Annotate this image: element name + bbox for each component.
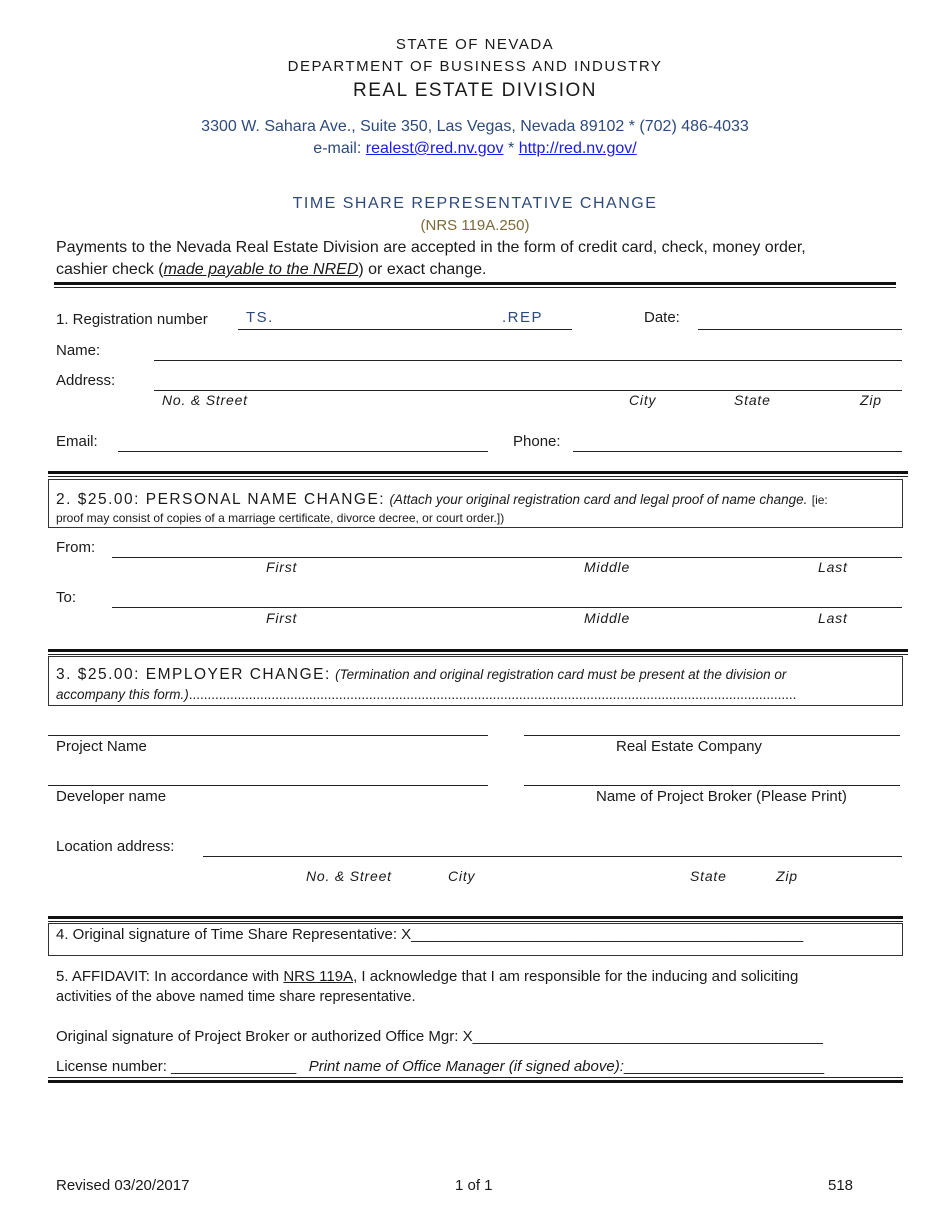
broker-signature-label: Original signature of Project Broker or authorized Office Mgr: X: [56, 1028, 473, 1045]
divider: [48, 471, 908, 474]
form-title: TIME SHARE REPRESENTATIVE CHANGE: [292, 195, 658, 212]
broker-signature-line[interactable]: [56, 1028, 823, 1045]
divider: [48, 1080, 903, 1083]
city-caption: City: [448, 868, 476, 884]
website-link[interactable]: http://red.nv.gov/: [518, 140, 637, 157]
from-name-field[interactable]: [112, 557, 902, 558]
middle-caption: Middle: [584, 610, 631, 626]
section3-note: (Termination and original registration card must be present at the division or: [335, 667, 787, 682]
agency-division: REAL ESTATE DIVISION: [353, 80, 597, 101]
developer-name-field[interactable]: [48, 785, 488, 786]
section2-note-small: [ie:: [811, 493, 828, 507]
employer-change-heading: [56, 666, 786, 684]
project-name-label: Project Name: [56, 738, 147, 755]
state-caption: State: [734, 392, 771, 408]
agency-contact: [0, 140, 950, 158]
divider: [54, 282, 896, 285]
real-estate-company-field[interactable]: [524, 735, 900, 736]
project-name-field[interactable]: [48, 735, 488, 736]
divider: [48, 649, 908, 652]
state-caption: State: [690, 868, 727, 884]
representative-signature-line[interactable]: [56, 926, 803, 943]
divider: [48, 476, 908, 477]
date-label: Date:: [644, 309, 680, 326]
date-field[interactable]: [698, 329, 902, 330]
zip-caption: Zip: [776, 868, 798, 884]
location-address-label: Location address:: [56, 838, 175, 855]
divider: [48, 921, 903, 922]
divider: [48, 1077, 903, 1078]
address-field[interactable]: [154, 390, 902, 391]
dot-leader: ..................................................................................................................................................................: [188, 687, 797, 702]
section2-heading-text: 2. $25.00: PERSONAL NAME CHANGE:: [56, 491, 386, 508]
from-label: From:: [56, 539, 96, 556]
developer-name-label: Developer name: [56, 788, 167, 805]
print-name-blank[interactable]: ________________________: [623, 1058, 825, 1075]
street-caption: No. & Street: [162, 392, 248, 408]
email-label: e-mail:: [313, 140, 362, 157]
street-caption: No. & Street: [306, 868, 392, 884]
section2-note: (Attach your original registration card and legal proof of name change.: [389, 492, 808, 507]
personal-name-change-heading: [56, 491, 828, 509]
real-estate-company-label: Real Estate Company: [616, 738, 762, 755]
payment-text-line1: Payments to the Nevada Real Estate Division are accepted in the form of credit card, check, money order,: [56, 239, 806, 256]
middle-caption: Middle: [584, 559, 631, 575]
email-field[interactable]: [118, 451, 488, 452]
address-label: Address:: [56, 372, 116, 389]
location-address-field[interactable]: [203, 856, 902, 857]
payment-text-c: ) or exact change.: [358, 261, 487, 278]
nrs-119a-link[interactable]: NRS 119A: [283, 968, 354, 985]
to-label: To:: [56, 589, 77, 606]
registration-suffix: .REP: [502, 309, 544, 326]
license-and-print-name-line[interactable]: [56, 1058, 824, 1075]
first-caption: First: [266, 559, 298, 575]
payment-text-line2: [56, 261, 486, 279]
agency-state: STATE OF NEVADA: [395, 36, 555, 53]
section3-heading-text: 3. $25.00: EMPLOYER CHANGE:: [56, 666, 331, 683]
divider: [54, 287, 896, 288]
affidavit-line2: activities of the above named time share representative.: [56, 989, 416, 1005]
registration-number-label: 1. Registration number: [56, 311, 208, 328]
project-broker-field[interactable]: [524, 785, 900, 786]
project-broker-label: Name of Project Broker (Please Print): [596, 788, 847, 805]
broker-signature-blank[interactable]: __________________________________________: [472, 1028, 823, 1045]
registration-number-field[interactable]: [238, 329, 572, 330]
page-number: 1 of 1: [455, 1177, 493, 1194]
zip-caption: Zip: [860, 392, 882, 408]
section3-note-line2-text: accompany this form.): [56, 687, 189, 702]
affidavit-line1: [56, 968, 894, 985]
print-name-label: Print name of Office Manager (if signed above):: [308, 1058, 624, 1075]
payment-payee: made payable to the NRED: [163, 261, 359, 278]
revised-date: Revised 03/20/2017: [56, 1177, 190, 1194]
contact-separator: *: [508, 140, 515, 157]
divider: [48, 654, 908, 655]
phone-label: Phone:: [513, 433, 561, 450]
section2-note-line2: proof may consist of copies of a marriage certificate, divorce decree, or court order.]): [56, 511, 505, 525]
affidavit-text-b: , I acknowledge that I am responsible for the inducing and soliciting: [353, 968, 799, 985]
city-caption: City: [629, 392, 657, 408]
payment-text-a: cashier check (: [56, 261, 164, 278]
email-field-label: Email:: [56, 433, 98, 450]
representative-signature-label: 4. Original signature of Time Share Representative: X: [56, 926, 412, 943]
email-link[interactable]: realest@red.nv.gov: [365, 140, 504, 157]
affidavit-text-a: 5. AFFIDAVIT: In accordance with: [56, 968, 284, 985]
agency-department: DEPARTMENT OF BUSINESS AND INDUSTRY: [287, 58, 663, 75]
registration-prefix: TS.: [246, 309, 274, 326]
to-name-field[interactable]: [112, 607, 902, 608]
agency-address: 3300 W. Sahara Ave., Suite 350, Las Vegas, Nevada 89102 * (702) 486-4033: [201, 118, 749, 135]
divider: [48, 916, 903, 919]
name-field[interactable]: [154, 360, 902, 361]
representative-signature-blank[interactable]: _______________________________________________: [411, 926, 804, 943]
phone-field[interactable]: [573, 451, 902, 452]
first-caption: First: [266, 610, 298, 626]
license-number-label: License number: _______________: [56, 1058, 297, 1075]
section3-note-line2: [56, 687, 894, 702]
form-number: 518: [828, 1177, 854, 1194]
name-label: Name:: [56, 342, 101, 359]
form-statute: (NRS 119A.250): [420, 217, 530, 234]
last-caption: Last: [818, 559, 848, 575]
last-caption: Last: [818, 610, 848, 626]
